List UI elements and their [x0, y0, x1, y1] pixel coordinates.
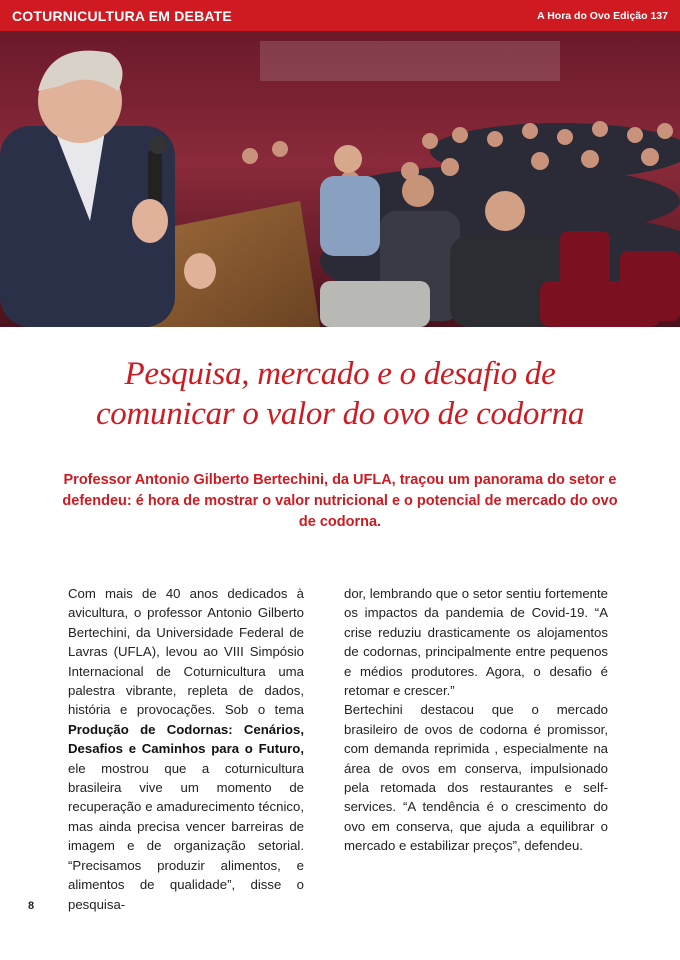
body-paragraph: dor, lembrando que o setor sentiu fortemente os impactos da pandemia de Covid-19. “A crise reduziu drasticamente os alojamentos de codornas, principalmente entre pequenos e médios produtores. Agora, o desafio é retomar e crescer.” — [344, 586, 608, 699]
body-paragraph — [68, 584, 304, 914]
article-subtitle: Professor Antonio Gilberto Bertechini, da UFLA, traçou um panorama do setor e defendeu: é hora de mostrar o valor nutricional e o potencial de mercado do ovo de codorna. — [62, 472, 618, 530]
article-title — [0, 354, 680, 434]
section-title: COTURNICULTURA EM DEBATE — [12, 8, 232, 24]
auditorium-illustration — [0, 31, 680, 327]
body-text: Com mais de 40 anos dedicados à avicultura, o professor Antonio Gilberto Bertechini, da Universidade Federal de Lavras (UFLA), levou ao VIII Simpósio Internacional de Coturnicultura uma palestra vibrante, repleta de dados, história e provocações. Sob o tema — [68, 586, 304, 718]
body-paragraph: Bertechini destacou que o mercado brasileiro de ovos de codorna é promissor, com demanda reprimida , especialmente na área de ovos em conserva, impulsionado pela retomada dos restaurantes e self-services. “A tendência é o crescimento do ovo em conserva, que ajuda a equilibrar o mercado e estabilizar preços”, defendeu. — [344, 702, 608, 854]
page-number: 8 — [28, 900, 35, 912]
body-text: ele mostrou que a coturnicultura brasileira vive um momento de recuperação e amadurecimento técnico, mas ainda precisa vencer barreiras de imagem e de organização setorial. “Precisamos produzir alimentos, e alimentos de qualidade”, disse o pesquisa- — [68, 760, 304, 912]
section-header-bar — [0, 0, 680, 31]
talk-theme: Produção de Codornas: Cenários, Desafios e Caminhos para o Futuro, — [68, 721, 304, 757]
article-title-line2: comunicar o valor do ovo de codorna — [95, 396, 585, 432]
body-column-left — [68, 584, 304, 914]
body-column-right — [344, 584, 608, 856]
edition-label: A Hora do Ovo Edição 137 — [537, 10, 668, 22]
article-title-line1: Pesquisa, mercado e o desafio de — [124, 356, 556, 392]
article-photo — [0, 31, 680, 327]
